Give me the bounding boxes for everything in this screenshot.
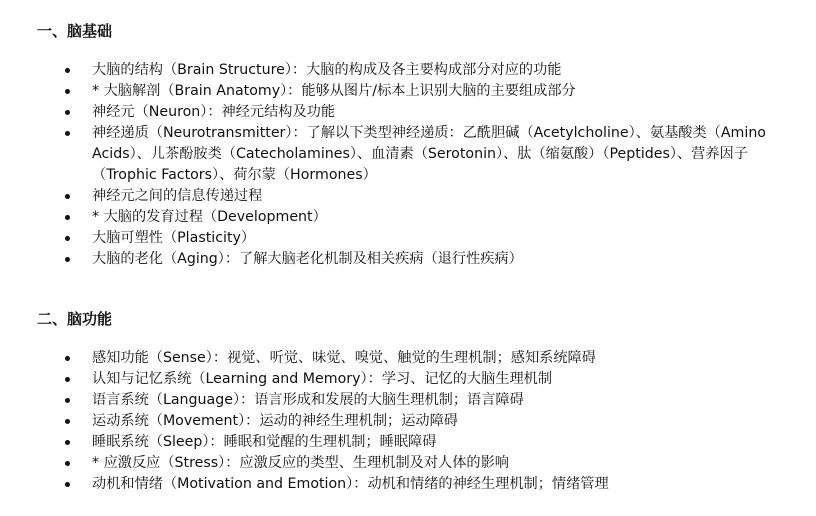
bullet-icon <box>65 89 70 94</box>
list-item <box>0 228 816 249</box>
list-item-text: 神经元之间的信息传递过程 <box>92 188 263 204</box>
brain-functions-list <box>0 348 816 495</box>
list-item-text: 认知与记忆系统（Learning and Memory）：学习、记忆的大脑生理机制 <box>92 371 553 387</box>
list-item-text: 神经递质（Neurotransmitter）：了解以下类型神经递质：乙酰胆碱（Acetylcholine）、氨基酸类（Amino Acids）、儿茶酚胺类（Catecholamines）、血清素（Serotonin）、肽（缩氨酸）（Peptides）、营养因子（Trophic Factors）、荷尔蒙（Hormones） <box>92 125 766 183</box>
list-item <box>0 249 816 270</box>
list-item <box>0 60 816 81</box>
list-item-text: * 应激反应（Stress）：应激反应的类型、生理机制及对人体的影响 <box>92 455 509 471</box>
bullet-icon <box>65 131 70 136</box>
list-item-text: 动机和情绪（Motivation and Emotion）：动机和情绪的神经生理机制；情绪管理 <box>92 476 609 492</box>
list-item <box>0 474 816 495</box>
list-item <box>0 123 816 186</box>
brain-basics-list <box>0 60 816 270</box>
list-item <box>0 348 816 369</box>
list-item <box>0 186 816 207</box>
bullet-icon <box>65 482 70 487</box>
bullet-icon <box>65 440 70 445</box>
bullet-icon <box>65 377 70 382</box>
bullet-icon <box>65 356 70 361</box>
list-item <box>0 102 816 123</box>
list-item-text: 大脑可塑性（Plasticity） <box>92 230 256 246</box>
bullet-icon <box>65 419 70 424</box>
list-item <box>0 432 816 453</box>
section-heading-brain-functions: 二、脑功能 <box>37 310 113 328</box>
list-item <box>0 369 816 390</box>
list-item <box>0 207 816 228</box>
bullet-icon <box>65 398 70 403</box>
list-item-text: * 大脑的发育过程（Development） <box>92 209 327 225</box>
bullet-icon <box>65 68 70 73</box>
list-item-text: 睡眠系统（Sleep）：睡眠和觉醒的生理机制；睡眠障碍 <box>92 434 437 450</box>
bullet-icon <box>65 110 70 115</box>
list-item-text: 神经元（Neuron）：神经元结构及功能 <box>92 104 336 120</box>
bullet-icon <box>65 215 70 220</box>
list-item <box>0 453 816 474</box>
list-item-text: 大脑的老化（Aging）：了解大脑老化机制及相关疾病（退行性疾病） <box>92 251 523 267</box>
list-item <box>0 390 816 411</box>
bullet-icon <box>65 236 70 241</box>
bullet-icon <box>65 257 70 262</box>
list-item <box>0 81 816 102</box>
section-heading-brain-basics: 一、脑基础 <box>37 22 113 40</box>
list-item-text: 大脑的结构（Brain Structure）：大脑的构成及各主要构成部分对应的功能 <box>92 62 562 78</box>
list-item-text: 语言系统（Language）：语言形成和发展的大脑生理机制；语言障碍 <box>92 392 524 408</box>
bullet-icon <box>65 194 70 199</box>
list-item-text: * 大脑解剖（Brain Anatomy）：能够从图片/标本上识别大脑的主要组成部分 <box>92 83 576 99</box>
list-item-text: 运动系统（Movement）：运动的神经生理机制；运动障碍 <box>92 413 458 429</box>
list-item <box>0 411 816 432</box>
bullet-icon <box>65 461 70 466</box>
list-item-text: 感知功能（Sense）：视觉、听觉、味觉、嗅觉、触觉的生理机制；感知系统障碍 <box>92 350 596 366</box>
